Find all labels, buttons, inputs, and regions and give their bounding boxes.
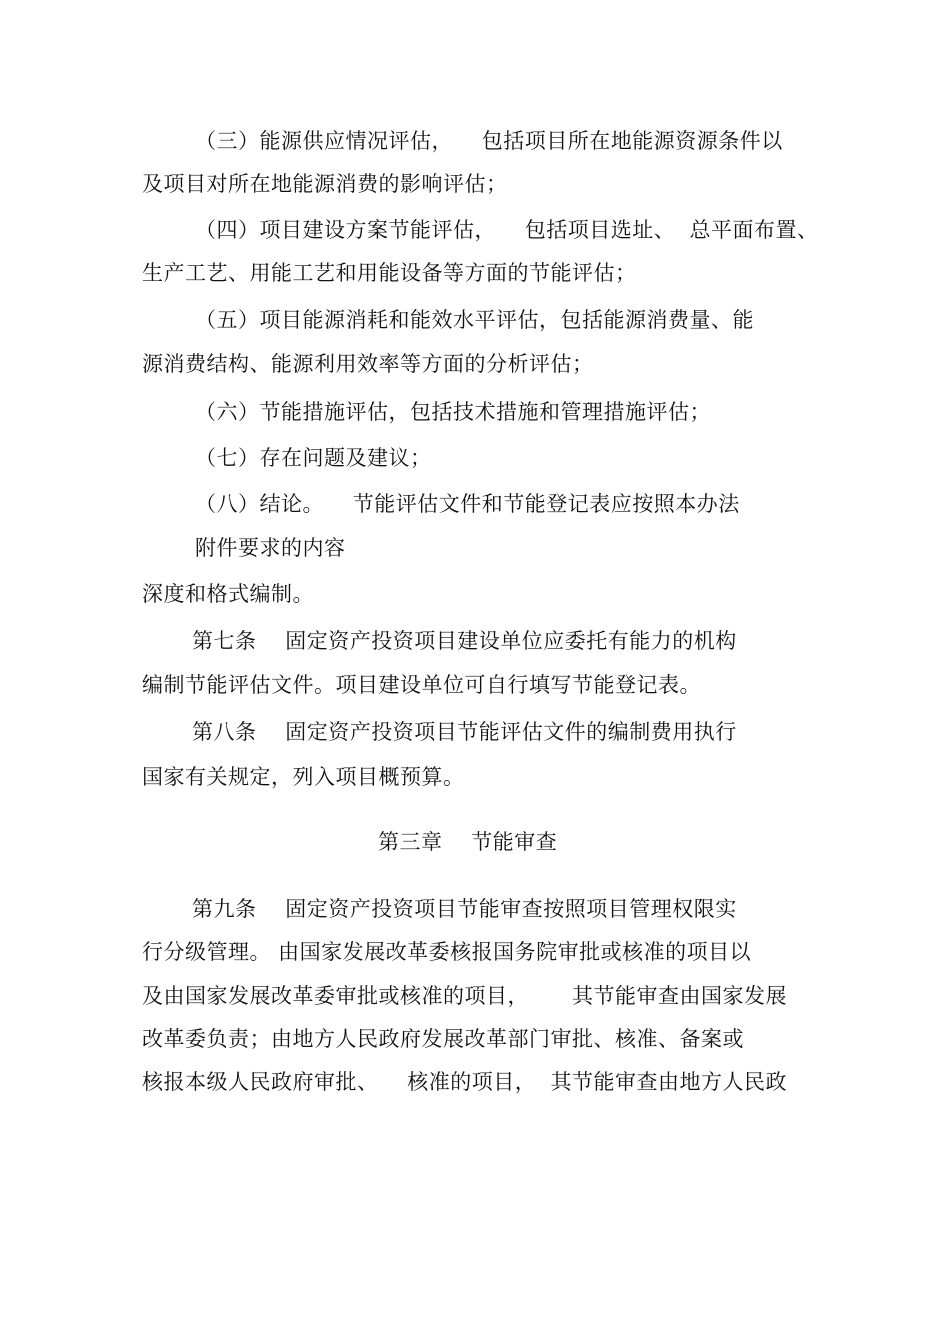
article-9-line-4: 改革委负责；由地方人民政府发展改革部门审批、核准、备案或 bbox=[142, 1027, 744, 1051]
chapter-heading: 第三章 节能审查 bbox=[378, 830, 558, 854]
article-8-line-1: 第八条 固定资产投资项目节能评估文件的编制费用执行 bbox=[192, 720, 737, 744]
paragraph-line-10: 附件要求的内容 bbox=[195, 536, 346, 560]
paragraph-line-7: （六）节能措施评估，包括技术措施和管理措施评估； bbox=[195, 400, 711, 424]
article-7-line-1: 第七条 固定资产投资项目建设单位应委托有能力的机构 bbox=[192, 629, 737, 653]
article-9-line-3: 及由国家发展改革委审批或核准的项目， 其节能审查由国家发展 bbox=[142, 984, 788, 1008]
article-7-line-2: 编制节能评估文件。项目建设单位可自行填写节能登记表。 bbox=[142, 673, 701, 697]
article-8-line-2: 国家有关规定，列入项目概预算。 bbox=[142, 765, 465, 789]
paragraph-line-6: 源消费结构、能源利用效率等方面的分析评估； bbox=[142, 352, 594, 376]
article-9-line-2: 行分级管理。 由国家发展改革委核报国务院审批或核准的项目以 bbox=[142, 940, 752, 964]
paragraph-line-8: （七）存在问题及建议； bbox=[195, 446, 432, 470]
article-9-line-1: 第九条 固定资产投资项目节能审查按照项目管理权限实 bbox=[192, 897, 737, 921]
paragraph-line-2: 及项目对所在地能源消费的影响评估； bbox=[142, 172, 508, 196]
paragraph-line-3: （四）项目建设方案节能评估， 包括项目选址、 总平面布置、 bbox=[195, 218, 819, 242]
paragraph-line-9: （八）结论。 节能评估文件和节能登记表应按照本办法 bbox=[195, 492, 740, 516]
paragraph-line-1: （三）能源供应情况评估， 包括项目所在地能源资源条件以 bbox=[195, 129, 783, 153]
paragraph-line-5: （五）项目能源消耗和能效水平评估，包括能源消费量、能 bbox=[195, 308, 754, 332]
paragraph-line-4: 生产工艺、用能工艺和用能设备等方面的节能评估； bbox=[142, 261, 637, 285]
paragraph-line-11: 深度和格式编制。 bbox=[142, 582, 314, 606]
article-9-line-5: 核报本级人民政府审批、 核准的项目， 其节能审查由地方人民政 bbox=[142, 1070, 788, 1094]
